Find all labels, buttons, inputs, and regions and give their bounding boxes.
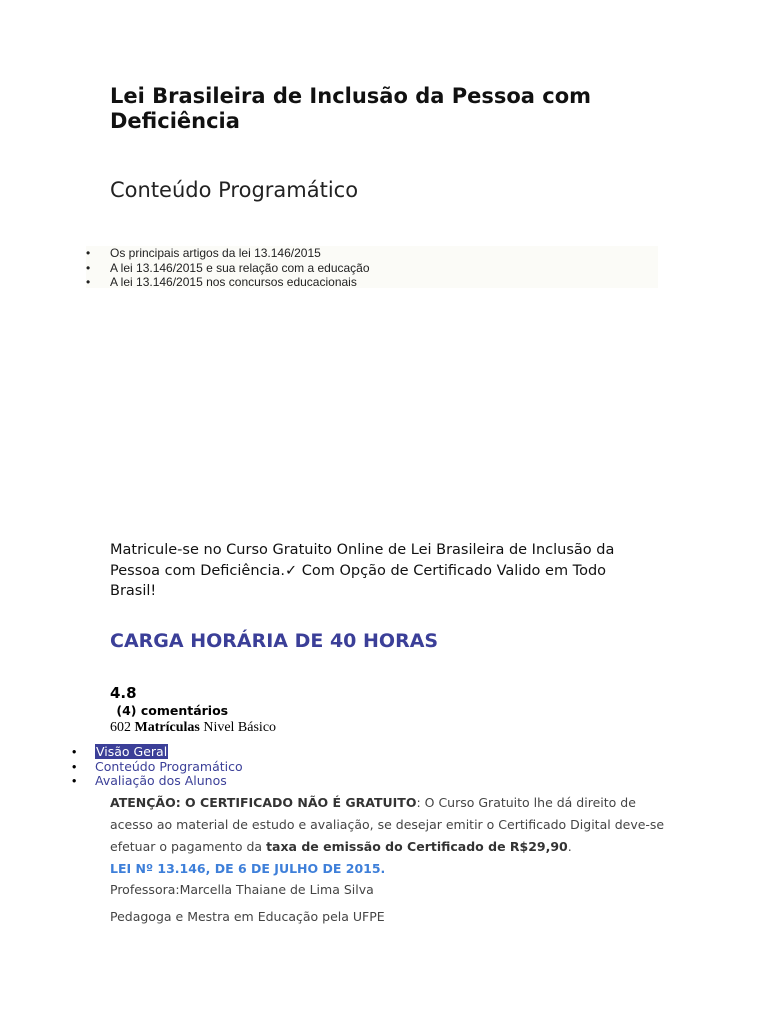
rating-value: 4.8 bbox=[110, 684, 137, 702]
bullet-icon: • bbox=[72, 774, 77, 788]
notice-body: : O Curso Gratuito lhe dá direito de acesso ao material de estudo e avaliação, se desejar emitir o Certificado Digital deve-se efetuar o pagamento da bbox=[110, 795, 665, 854]
list-item bbox=[86, 275, 658, 290]
topic-text: A lei 13.146/2015 nos concursos educacionais bbox=[110, 275, 357, 289]
notice-heading: ATENÇÃO: O CERTIFICADO NÃO É GRATUITO bbox=[110, 795, 417, 810]
carga-horaria-heading: CARGA HORÁRIA DE 40 HORAS bbox=[110, 630, 439, 652]
course-tabs bbox=[72, 745, 243, 789]
law-title: LEI Nº 13.146, DE 6 DE JULHO DE 2015. bbox=[110, 861, 386, 876]
enroll-text: Matricule-se no Curso Gratuito Online de Lei Brasileira de Inclusão da Pessoa com Deficiência.✓ Com Opção de Certificado Valido em Todo Brasil! bbox=[110, 542, 615, 599]
tab-label[interactable]: Conteúdo Programático bbox=[95, 758, 243, 774]
bullet-icon: • bbox=[72, 759, 77, 774]
tab-visao-geral[interactable] bbox=[72, 745, 243, 760]
enrollment-label: Matrículas bbox=[134, 720, 200, 735]
topics-list bbox=[86, 246, 658, 288]
certificate-notice bbox=[110, 792, 670, 858]
course-level: Nivel Básico bbox=[203, 720, 277, 735]
page-title: Lei Brasileira de Inclusão da Pessoa com Deficiência bbox=[110, 84, 592, 133]
tab-label[interactable]: Avaliação dos Alunos bbox=[95, 773, 227, 788]
enrollment-count: 602 bbox=[110, 720, 131, 735]
topic-text: Os principais artigos da lei 13.146/2015 bbox=[110, 246, 321, 260]
list-item bbox=[86, 261, 658, 276]
tab-conteudo-programatico[interactable] bbox=[72, 760, 243, 775]
tab-label[interactable]: Visão Geral bbox=[96, 744, 168, 759]
professor-name: Professora:Marcella Thaiane de Lima Silva bbox=[110, 882, 374, 897]
notice-fee: taxa de emissão do Certificado de R$29,90 bbox=[266, 839, 568, 854]
section-title-conteudo: Conteúdo Programático bbox=[110, 178, 359, 202]
list-item bbox=[86, 246, 658, 261]
bullet-icon: • bbox=[72, 745, 77, 759]
comments-link[interactable]: (4) comentários bbox=[112, 703, 229, 718]
bullet-icon: • bbox=[86, 275, 91, 289]
tab-avaliacao-alunos[interactable] bbox=[72, 774, 243, 789]
notice-end: . bbox=[567, 839, 572, 854]
bullet-icon: • bbox=[86, 260, 91, 275]
topic-text: A lei 13.146/2015 e sua relação com a educação bbox=[110, 260, 370, 275]
bullet-icon: • bbox=[86, 246, 91, 260]
professor-degree: Pedagoga e Mestra em Educação pela UFPE bbox=[110, 909, 385, 924]
enrollment-info bbox=[110, 719, 276, 737]
